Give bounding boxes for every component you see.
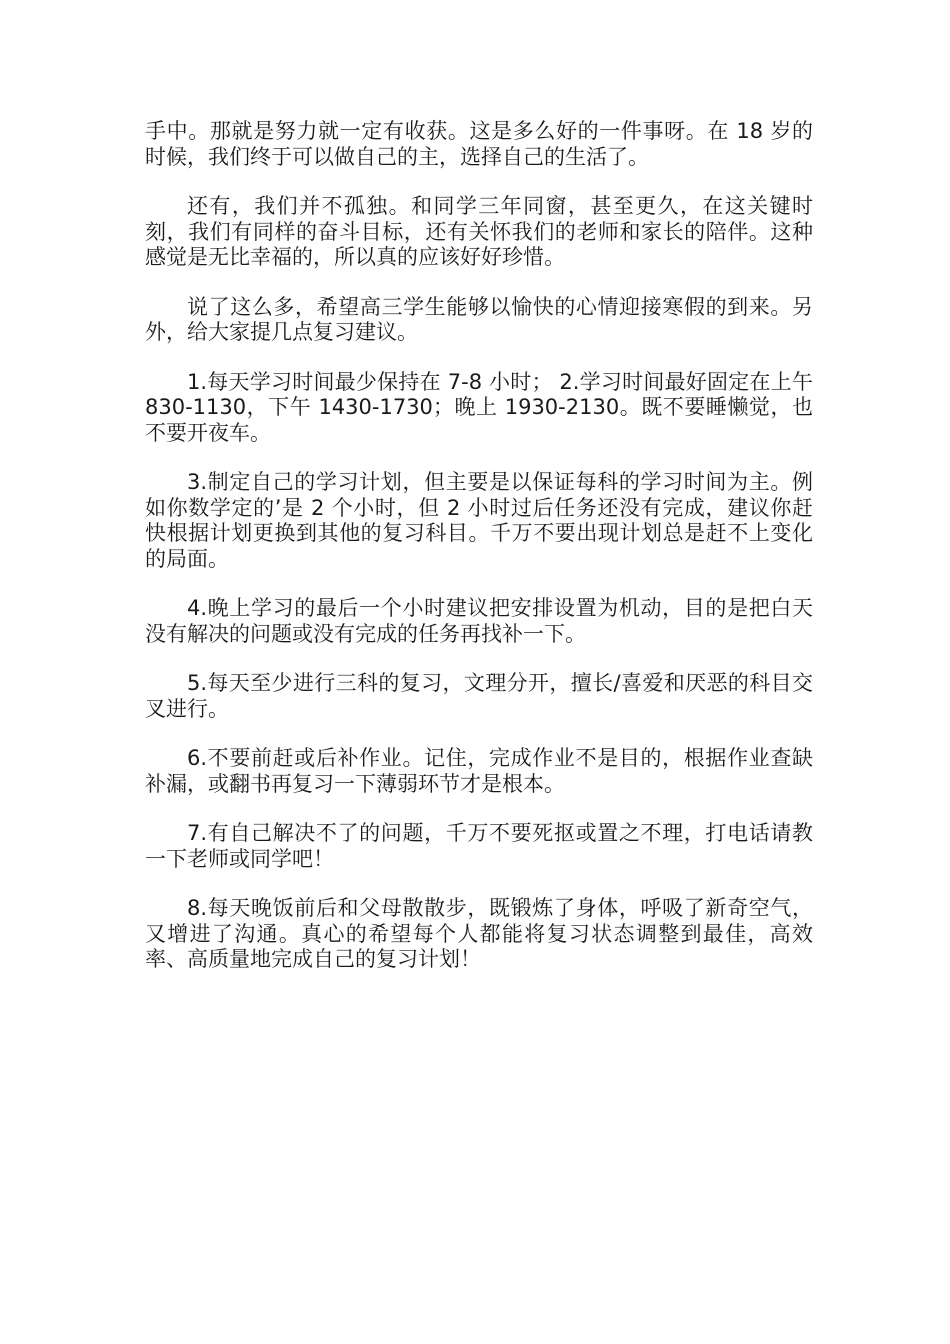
paragraph-3: 说了这么多，希望高三学生能够以愉快的心情迎接寒假的到来。另外，给大家提几点复习建议。 (145, 294, 813, 344)
paragraph-6: 4.晚上学习的最后一个小时建议把安排设置为机动，目的是把白天没有解决的问题或没有完成的任务再找补一下。 (145, 596, 813, 646)
paragraph-1: 手中。那就是努力就一定有收获。这是多么好的一件事呀。在 18 岁的时候，我们终于可以做自己的主，选择自己的生活了。 (145, 119, 813, 169)
paragraph-10: 8.每天晚饭前后和父母散散步，既锻炼了身体，呼吸了新奇空气，又增进了沟通。真心的希望每个人都能将复习状态调整到最佳，高效率、高质量地完成自己的复习计划！ (145, 896, 813, 971)
paragraph-7: 5.每天至少进行三科的复习，文理分开，擅长/喜爱和厌恶的科目交叉进行。 (145, 671, 813, 721)
document-body (145, 119, 813, 997)
paragraph-4: 1.每天学习时间最少保持在 7-8 小时； 2.学习时间最好固定在上午 830-1130，下午 1430-1730；晚上 1930-2130。既不要睡懒觉，也不要开夜车。 (145, 369, 813, 445)
paragraph-9: 7.有自己解决不了的问题，千万不要死抠或置之不理，打电话请教一下老师或同学吧！ (145, 821, 813, 871)
paragraph-5: 3.制定自己的学习计划，但主要是以保证每科的学习时间为主。例如你数学定的’是 2 个小时，但 2 小时过后任务还没有完成，建议你赶快根据计划更换到其他的复习科目。千万不要出现计划总是赶不上变化的局面。 (145, 470, 813, 571)
paragraph-2: 还有，我们并不孤独。和同学三年同窗，甚至更久，在这关键时刻，我们有同样的奋斗目标，还有关怀我们的老师和家长的陪伴。这种感觉是无比幸福的，所以真的应该好好珍惜。 (145, 194, 813, 269)
paragraph-8: 6.不要前赶或后补作业。记住，完成作业不是目的，根据作业查缺补漏，或翻书再复习一下薄弱环节才是根本。 (145, 746, 813, 796)
